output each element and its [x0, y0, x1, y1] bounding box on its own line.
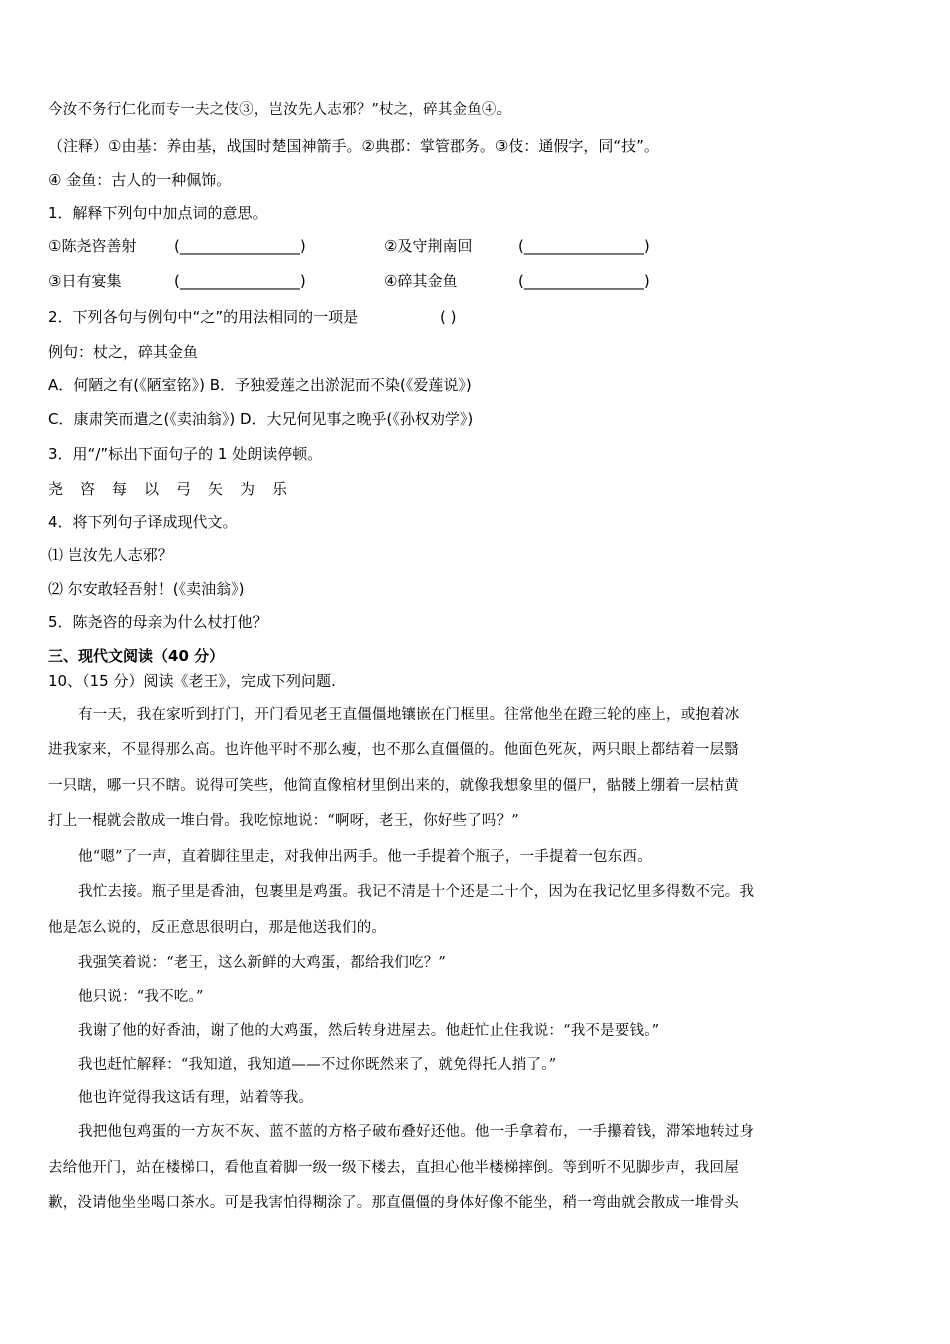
annotation-line: （注释）①由基：养由基，战国时楚国神箭手。②典郡：掌管郡务。③伎：通假字，同“技”。 — [48, 137, 659, 155]
q2-options-ab: A．何陋之有(《陋室铭》) B．予独爱莲之出淤泥而不染(《爱莲说》) — [48, 376, 472, 394]
answer-blank[interactable]: (________________) — [174, 272, 306, 290]
answer-blank[interactable]: (________________) — [174, 237, 306, 255]
q1-item — [48, 236, 136, 256]
q2-example: 例句：杖之，碎其金鱼 — [48, 343, 199, 361]
q1-item — [48, 271, 121, 291]
q1-item — [384, 271, 457, 291]
passage-line: 我谢了他的好香油，谢了他的大鸡蛋，然后转身进屋去。他赶忙止住我说：“我不是要钱。” — [78, 1023, 660, 1039]
passage-line: 去给他开门，站在楼梯口，看他直着脚一级一级下楼去，直担心他半楼梯摔倒。等到听不见脚步声，我回屋 — [48, 1160, 739, 1176]
q1-item-label: ③日有宴集 — [48, 272, 122, 290]
annotation-line: ④ 金鱼：古人的一种佩饰。 — [48, 171, 232, 189]
passage-line: 我忙去接。瓶子里是香油，包裹里是鸡蛋。我记不清是十个还是二十个，因为在我记忆里多得数不完。我 — [78, 884, 755, 900]
passage-line: 打上一棍就会散成一堆白骨。我吃惊地说：“啊呀，老王，你好些了吗？” — [48, 813, 519, 829]
passage-line: 他是怎么说的，反正意思很明白，那是他送我们的。 — [48, 920, 387, 936]
passage-line: 他只说：“我不吃。” — [78, 989, 204, 1005]
classical-text-line: 今汝不务行仁化而专一夫之伎③，岂汝先人志邪？”杖之，碎其金鱼④。 — [48, 102, 512, 118]
passage-line: 我强笑着说：“老王，这么新鲜的大鸡蛋，都给我们吃？” — [78, 955, 447, 971]
q1-item-label: ①陈尧咨善射 — [48, 237, 137, 255]
question-5: 5．陈尧咨的母亲为什么杖打他？ — [48, 613, 268, 631]
passage-line: 一只瞎，哪一只不瞎。说得可笑些，他简直像棺材里倒出来的，就像我想象里的僵尸，骷髅上绷着一层枯黄 — [48, 778, 739, 794]
question-4: 4．将下列句子译成现代文。 — [48, 513, 238, 531]
q2-options-cd: C．康肃笑而遣之(《卖油翁》) D．大兄何见事之晚乎(《孙权劝学》) — [48, 410, 474, 428]
passage-line: 他“嗯”了一声，直着脚往里走，对我伸出两手。他一手提着个瓶子，一手提着一包东西。 — [78, 849, 652, 865]
answer-paren[interactable]: ( ) — [440, 308, 457, 326]
q1-item — [384, 236, 472, 256]
q1-item-label: ④碎其金鱼 — [384, 272, 458, 290]
passage-line: 歉，没请他坐坐喝口茶水。可是我害怕得糊涂了。那直僵僵的身体好像不能坐，稍一弯曲就会散成一堆骨头 — [48, 1195, 739, 1211]
question-3: 3．用“/”标出下面句子的 1 处朗读停顿。 — [48, 445, 323, 463]
q3-sentence: 尧咨每以弓矢为乐 — [48, 480, 305, 498]
passage-line: 我把他包鸡蛋的一方灰不灰、蓝不蓝的方格子破布叠好还他。他一手拿着布，一手攥着钱，滞笨地转过身 — [78, 1124, 755, 1140]
answer-blank[interactable]: (________________) — [518, 272, 650, 290]
q4-item: ⑴ 岂汝先人志邪？ — [48, 546, 173, 564]
question-1: 1．解释下列句中加点词的意思。 — [48, 204, 268, 222]
question-10: 10、（15 分）阅读《老王》，完成下列问题. — [48, 672, 336, 690]
q4-item: ⑵ 尔安敢轻吾射！(《卖油翁》) — [48, 580, 245, 598]
section-title: 三、现代文阅读（40 分） — [48, 647, 225, 665]
passage-line: 我也赶忙解释：“我知道，我知道——不过你既然来了，就免得托人捎了。” — [78, 1057, 557, 1073]
passage-line: 有一天，我在家听到打门，开门看见老王直僵僵地镶嵌在门框里。往常他坐在蹬三轮的座上，或抱着冰 — [78, 707, 740, 723]
passage-line: 他也许觉得我这话有理，站着等我。 — [78, 1090, 314, 1106]
passage-line: 进我家来，不显得那么高。也许他平时不那么瘦，也不那么直僵僵的。他面色死灰，两只眼上都结着一层翳 — [48, 742, 739, 758]
question-2: 2．下列各句与例句中“之”的用法相同的一项是 — [48, 308, 359, 326]
answer-blank[interactable]: (________________) — [518, 237, 650, 255]
q1-item-label: ②及守荆南回 — [384, 237, 473, 255]
